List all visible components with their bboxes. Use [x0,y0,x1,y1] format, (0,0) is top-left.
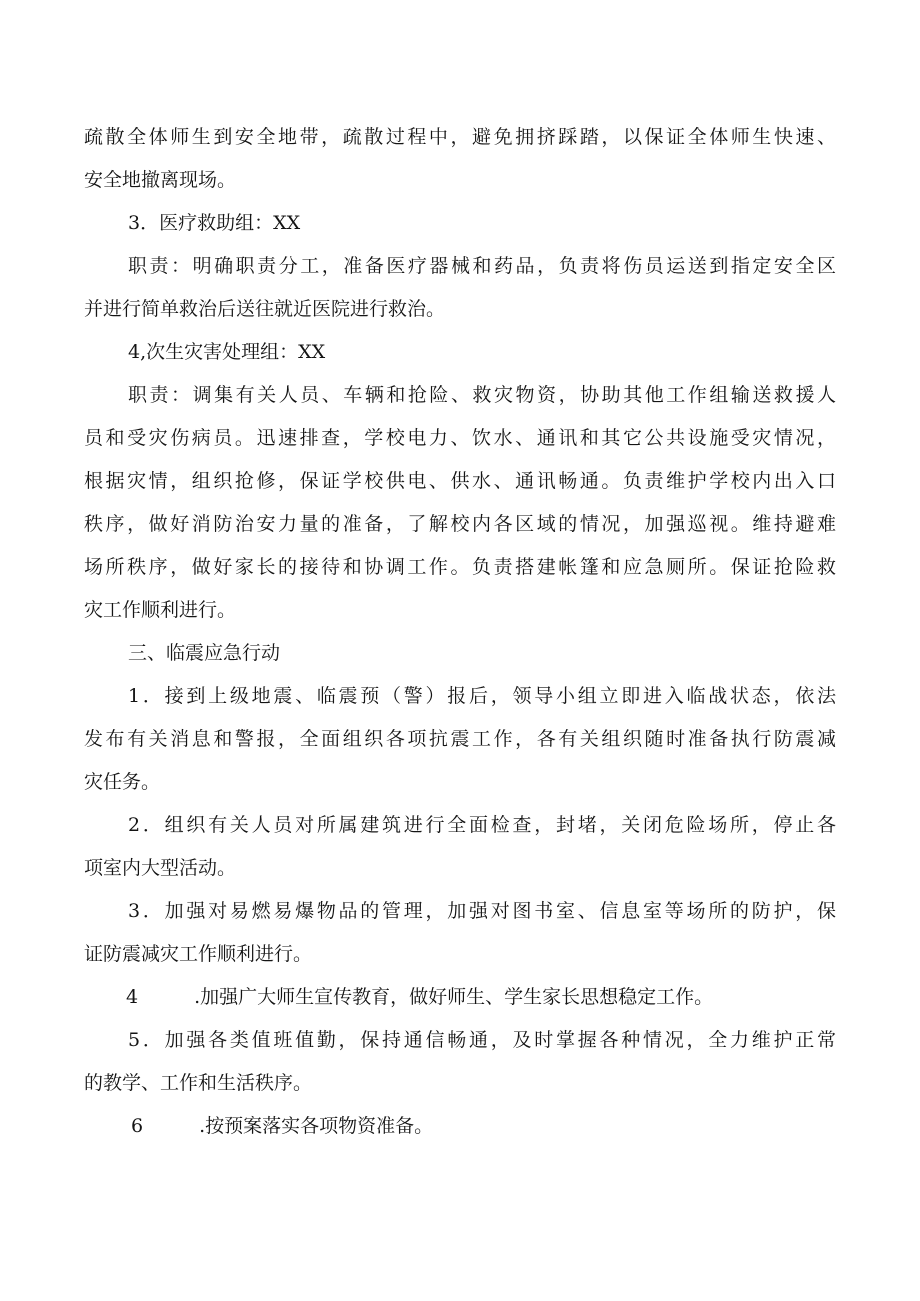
text-line: 2．组织有关人员对所属建筑进行全面检查，封堵，关闭危险场所，停止各 [128,814,836,836]
text-line: 秩序，做好消防治安力量的准备，了解校内各区域的情况，加强巡视。维持避难 [84,513,836,535]
text-line: 员和受灾伤病员。迅速排查，学校电力、饮水、通讯和其它公共设施受灾情况， [84,427,836,449]
section-heading: 4,次生灾害处理组：XX [128,341,326,363]
text-line: 场所秩序，做好家长的接待和协调工作。负责搭建帐篷和应急厕所。保证抢险救 [84,556,836,578]
text-line: 根据灾情，组织抢修，保证学校供电、供水、通讯畅通。负责维护学校内出入口 [84,470,836,492]
text-line: 灾任务。 [84,771,161,793]
text-line [131,1113,433,1139]
section-heading: 3．医疗救助组：XX [128,212,301,234]
text-line: 项室内大型活动。 [84,857,237,879]
text-line: 3．加强对易燃易爆物品的管理，加强对图书室、信息室等场所的防护，保 [128,900,836,922]
item-text: .按预案落实各项物资准备。 [199,1115,434,1137]
text-line: 的教学、工作和生活秩序。 [84,1072,313,1094]
text-line: 证防震减灾工作顺利进行。 [84,943,313,965]
text-line: 职责：明确职责分工，准备医疗器械和药品，负责将伤员运送到指定安全区 [128,255,836,277]
text-line: 1．接到上级地震、临震预（警）报后，领导小组立即进入临战状态，依法 [128,685,836,707]
text-line: 发布有关消息和警报，全面组织各项抗震工作，各有关组织随时准备执行防震减 [84,728,836,750]
item-number: 6 [131,1115,144,1137]
item-number: 4 [126,986,139,1008]
text-line: 并进行简单救治后送往就近医院进行救治。 [84,298,446,320]
text-line: 安全地撤离现场。 [84,169,237,191]
text-line: 灾工作顺利进行。 [84,599,237,621]
section-heading: 三、临震应急行动 [128,642,281,664]
item-text: .加强广大师生宣传教育，做好师生、学生家长思想稳定工作。 [194,986,714,1008]
text-line [126,984,713,1010]
text-line: 5．加强各类值班值勤，保持通信畅通，及时掌握各种情况，全力维护正常 [128,1029,836,1051]
text-line: 职责：调集有关人员、车辆和抢险、救灾物资，协助其他工作组输送救援人 [128,384,836,406]
text-line: 疏散全体师生到安全地带，疏散过程中，避免拥挤踩踏，以保证全体师生快速、 [84,126,836,148]
